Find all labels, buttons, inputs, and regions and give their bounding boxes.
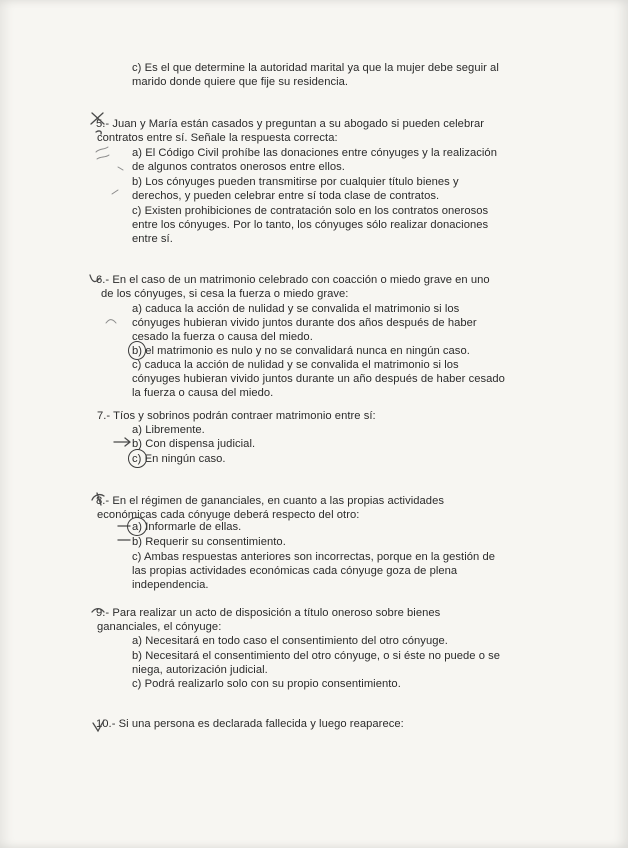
q5-option-a-line2: de algunos contratos onerosos entre ellos. (132, 161, 345, 173)
q5-option-c-line1: c) Existen prohibiciones de contratación solo en los contratos onerosos (132, 205, 489, 217)
q6-option-c-line3: la fuerza o causa del miedo. (132, 387, 274, 399)
q8-option-c-line3: independencia. (132, 579, 209, 591)
q5-stem-line1: 5.- Juan y María están casados y preguntan a su abogado si pueden celebrar (96, 118, 485, 130)
q10-stem-line1: 10.- Si una persona es declarada fallecida y luego reaparece: (96, 718, 404, 730)
answer-circle-q8-a (127, 517, 147, 536)
q8-option-b: b) Requerir su consentimiento. (132, 536, 286, 548)
q7-option-a: a) Libremente. (132, 424, 205, 436)
q5-option-b-line1: b) Los cónyuges pueden transmitirse por cualquier título bienes y (132, 176, 459, 188)
q6-option-c-line1: c) caduca la acción de nulidad y se convalida el matrimonio si los (132, 359, 459, 371)
q8-stem-line2: económicas cada cónyuge deberá respecto del otro: (97, 509, 360, 521)
q8-option-a: a) Informarle de ellas. (132, 521, 242, 533)
q6-option-a-line1: a) caduca la acción de nulidad y se convalida el matrimonio si los (132, 303, 460, 315)
q6-stem-line1: 6.- En el caso de un matrimonio celebrado con coacción o miedo grave en uno (96, 274, 490, 286)
q4-option-c-line1: c) Es el que determine la autoridad marital ya que la mujer debe seguir al (132, 62, 499, 74)
q9-option-c: c) Podrá realizarlo solo con su propio consentimiento. (132, 678, 401, 690)
answer-circle-q6-b (128, 341, 146, 360)
q6-option-a-line2: cónyuges hubieran vivido juntos durante dos años después de haber (132, 317, 477, 329)
q6-option-c-line2: cónyuges hubieran vivido juntos durante un año después de haber cesado (132, 373, 505, 385)
q8-option-c-line2: las propias actividades económicas cada cónyuge goza de plena (132, 565, 458, 577)
q7-option-c: c) En ningún caso. (132, 453, 226, 465)
answer-circle-q7-c (128, 449, 147, 468)
q9-stem-line2: gananciales, el cónyuge: (97, 621, 222, 633)
q8-stem-line1: 8.- En el régimen de gananciales, en cuanto a las propias actividades (96, 495, 444, 507)
q9-option-a: a) Necesitará en todo caso el consentimiento del otro cónyuge. (132, 635, 448, 647)
q5-option-a-line1: a) El Código Civil prohíbe las donaciones entre cónyuges y la realización (132, 147, 497, 159)
q5-option-b-line2: derechos, y pueden celebrar entre sí toda clase de contratos. (132, 190, 440, 202)
q5-option-c-line3: entre sí. (132, 233, 173, 245)
q8-option-c-line1: c) Ambas respuestas anteriores son incorrectas, porque en la gestión de (132, 551, 495, 563)
q5-stem-line2: contratos entre sí. Señale la respuesta correcta: (97, 132, 338, 144)
q6-stem-line2: de los cónyuges, si cesa la fuerza o miedo grave: (101, 288, 349, 300)
q9-option-b-line1: b) Necesitará el consentimiento del otro cónyuge, o si éste no puede o se (132, 650, 501, 662)
q7-option-b: b) Con dispensa judicial. (132, 438, 256, 450)
q7-stem-line1: 7.- Tíos y sobrinos podrán contraer matrimonio entre sí: (97, 410, 376, 422)
q6-option-b-line1: b) el matrimonio es nulo y no se convalidará nunca en ningún caso. (132, 345, 470, 357)
q4-option-c-line2: marido donde quiere que fije su residencia. (132, 76, 349, 88)
q9-stem-line1: 9.- Para realizar un acto de disposición a título oneroso sobre bienes (96, 607, 441, 619)
q6-option-a-line3: cesado la fuerza o causa del miedo. (132, 331, 313, 343)
q5-option-c-line2: entre los cónyuges. Por lo tanto, los cónyuges sólo realizar donaciones (132, 219, 489, 231)
q9-option-b-line2: niega, autorización judicial. (132, 664, 268, 676)
